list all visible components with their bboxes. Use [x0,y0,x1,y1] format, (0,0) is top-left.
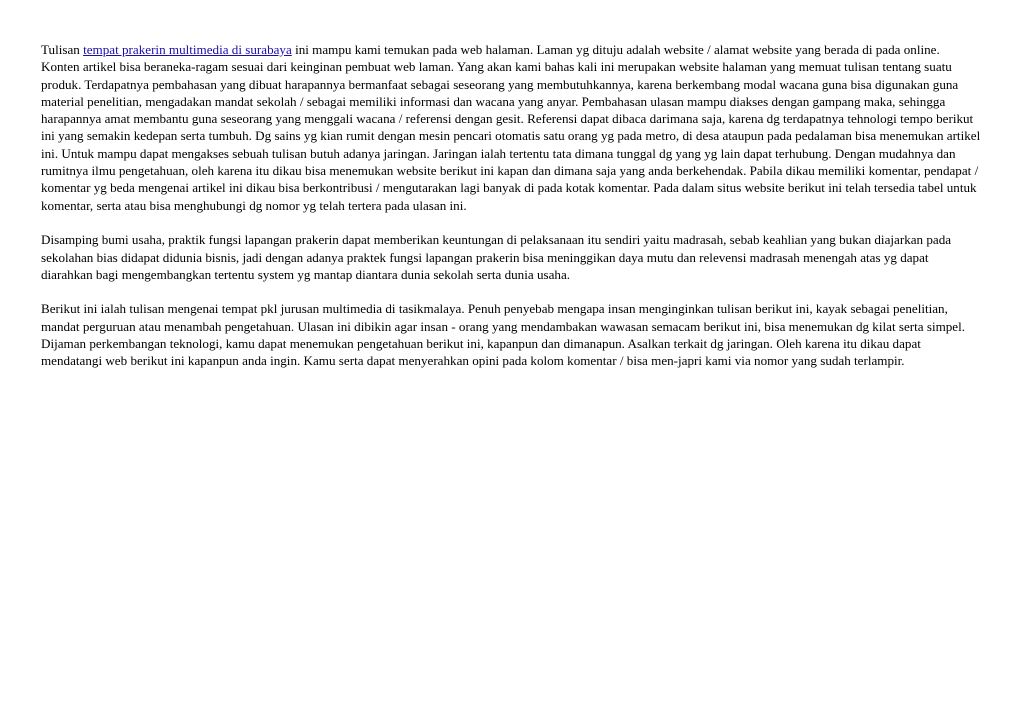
paragraph-3: Berikut ini ialah tulisan mengenai tempat pkl jurusan multimedia di tasikmalaya. Penuh penyebab mengapa insan menginginkan tulisan berikut ini, kayak sebagai penelitian, mandat perguruan atau menambah pengetahuan. Ulasan ini dibikin agar insan - orang yang mendambakan wawasan semacam berikut ini, bisa menemukan dg kilat serta simpel. Dijaman perkembangan teknologi, kamu dapat menemukan pengetahuan berikut ini, kapanpun dan dimanapun. Asalkan terkait dg jaringan. Oleh karena itu dikau dapat mendatangi web berikut ini kapanpun anda ingin. Kamu serta dapat menyerahkan opini pada kolom komentar / bisa men-japri kami via nomor yang sudah terlampir. [41,301,966,369]
article-link[interactable]: tempat prakerin multimedia di surabaya [83,42,292,57]
article-body [41,41,981,387]
paragraph-1 [41,41,981,214]
paragraph-1-rest: ini mampu kami temukan pada web halaman. Laman yg dituju adalah website / alamat website yang berada di pada online. Konten artikel bisa beraneka-ragam sesuai dari keinginan pembuat web laman. Yang akan kami bahas kali ini merupakan website halaman yang memuat tulisan tentang suatu produk. Terdapatnya pembahasan yang dibuat harapannya bermanfaat sebagai seseorang yang membutuhkannya, karena berkembang modal wacana guna bisa digunakan guna material penelitian, mengadakan mandat sekolah / sebagai memiliki informasi dan wacana yang anyar. Pembahasan ulasan mampu diakses dengan gampang maka, sehingga harapannya amat membantu guna seseorang yang menggali wacana / referensi dengan gesit. Referensi dapat dibaca darimana saja, karena dg terdapatnya tehnologi tempo berikut ini yang semakin kedepan serta tumbuh. Dg sains yg kian rumit dengan mesin pencari otomatis satu orang yg pada metro, di desa ataupun pada pedalaman bisa menemukan artikel ini. Untuk mampu dapat mengakses sebuah tulisan butuh adanya jaringan. Jaringan ialah tertentu tata dimana tunggal dg yang yg lain dapat terhubung. Dengan mudahnya dan rumitnya ilmu pengetahuan, oleh karena itu dikau bisa menemukan website berikut ini kapan dan dimana saja yang anda berkehendak. Pabila dikau memiliki komentar, pendapat / komentar yg beda mengenai artikel ini dikau bisa berkontribusi / mengutarakan lagi banyak di pada kotak komentar. Pada dalam situs website berikut ini telah tersedia tabel untuk komentar, serta atau bisa menghubungi dg nomor yg telah tertera pada ulasan ini. [41,42,981,213]
paragraph-2: Disamping bumi usaha, praktik fungsi lapangan prakerin dapat memberikan keuntungan di pelaksanaan itu sendiri yaitu madrasah, sebab keahlian yang bukan diajarkan pada sekolahan bias didapat didunia bisnis, jadi dengan adanya praktek fungsi lapangan prakerin bisa meninggikan daya mutu dan relevensi madrasah menengah atas yg dapat diarahkan bagi mengembangkan tertentu system yg mantap diantara dunia sekolah serta dunia usaha. [41,232,952,282]
paragraph-1-lead: Tulisan [41,42,84,57]
